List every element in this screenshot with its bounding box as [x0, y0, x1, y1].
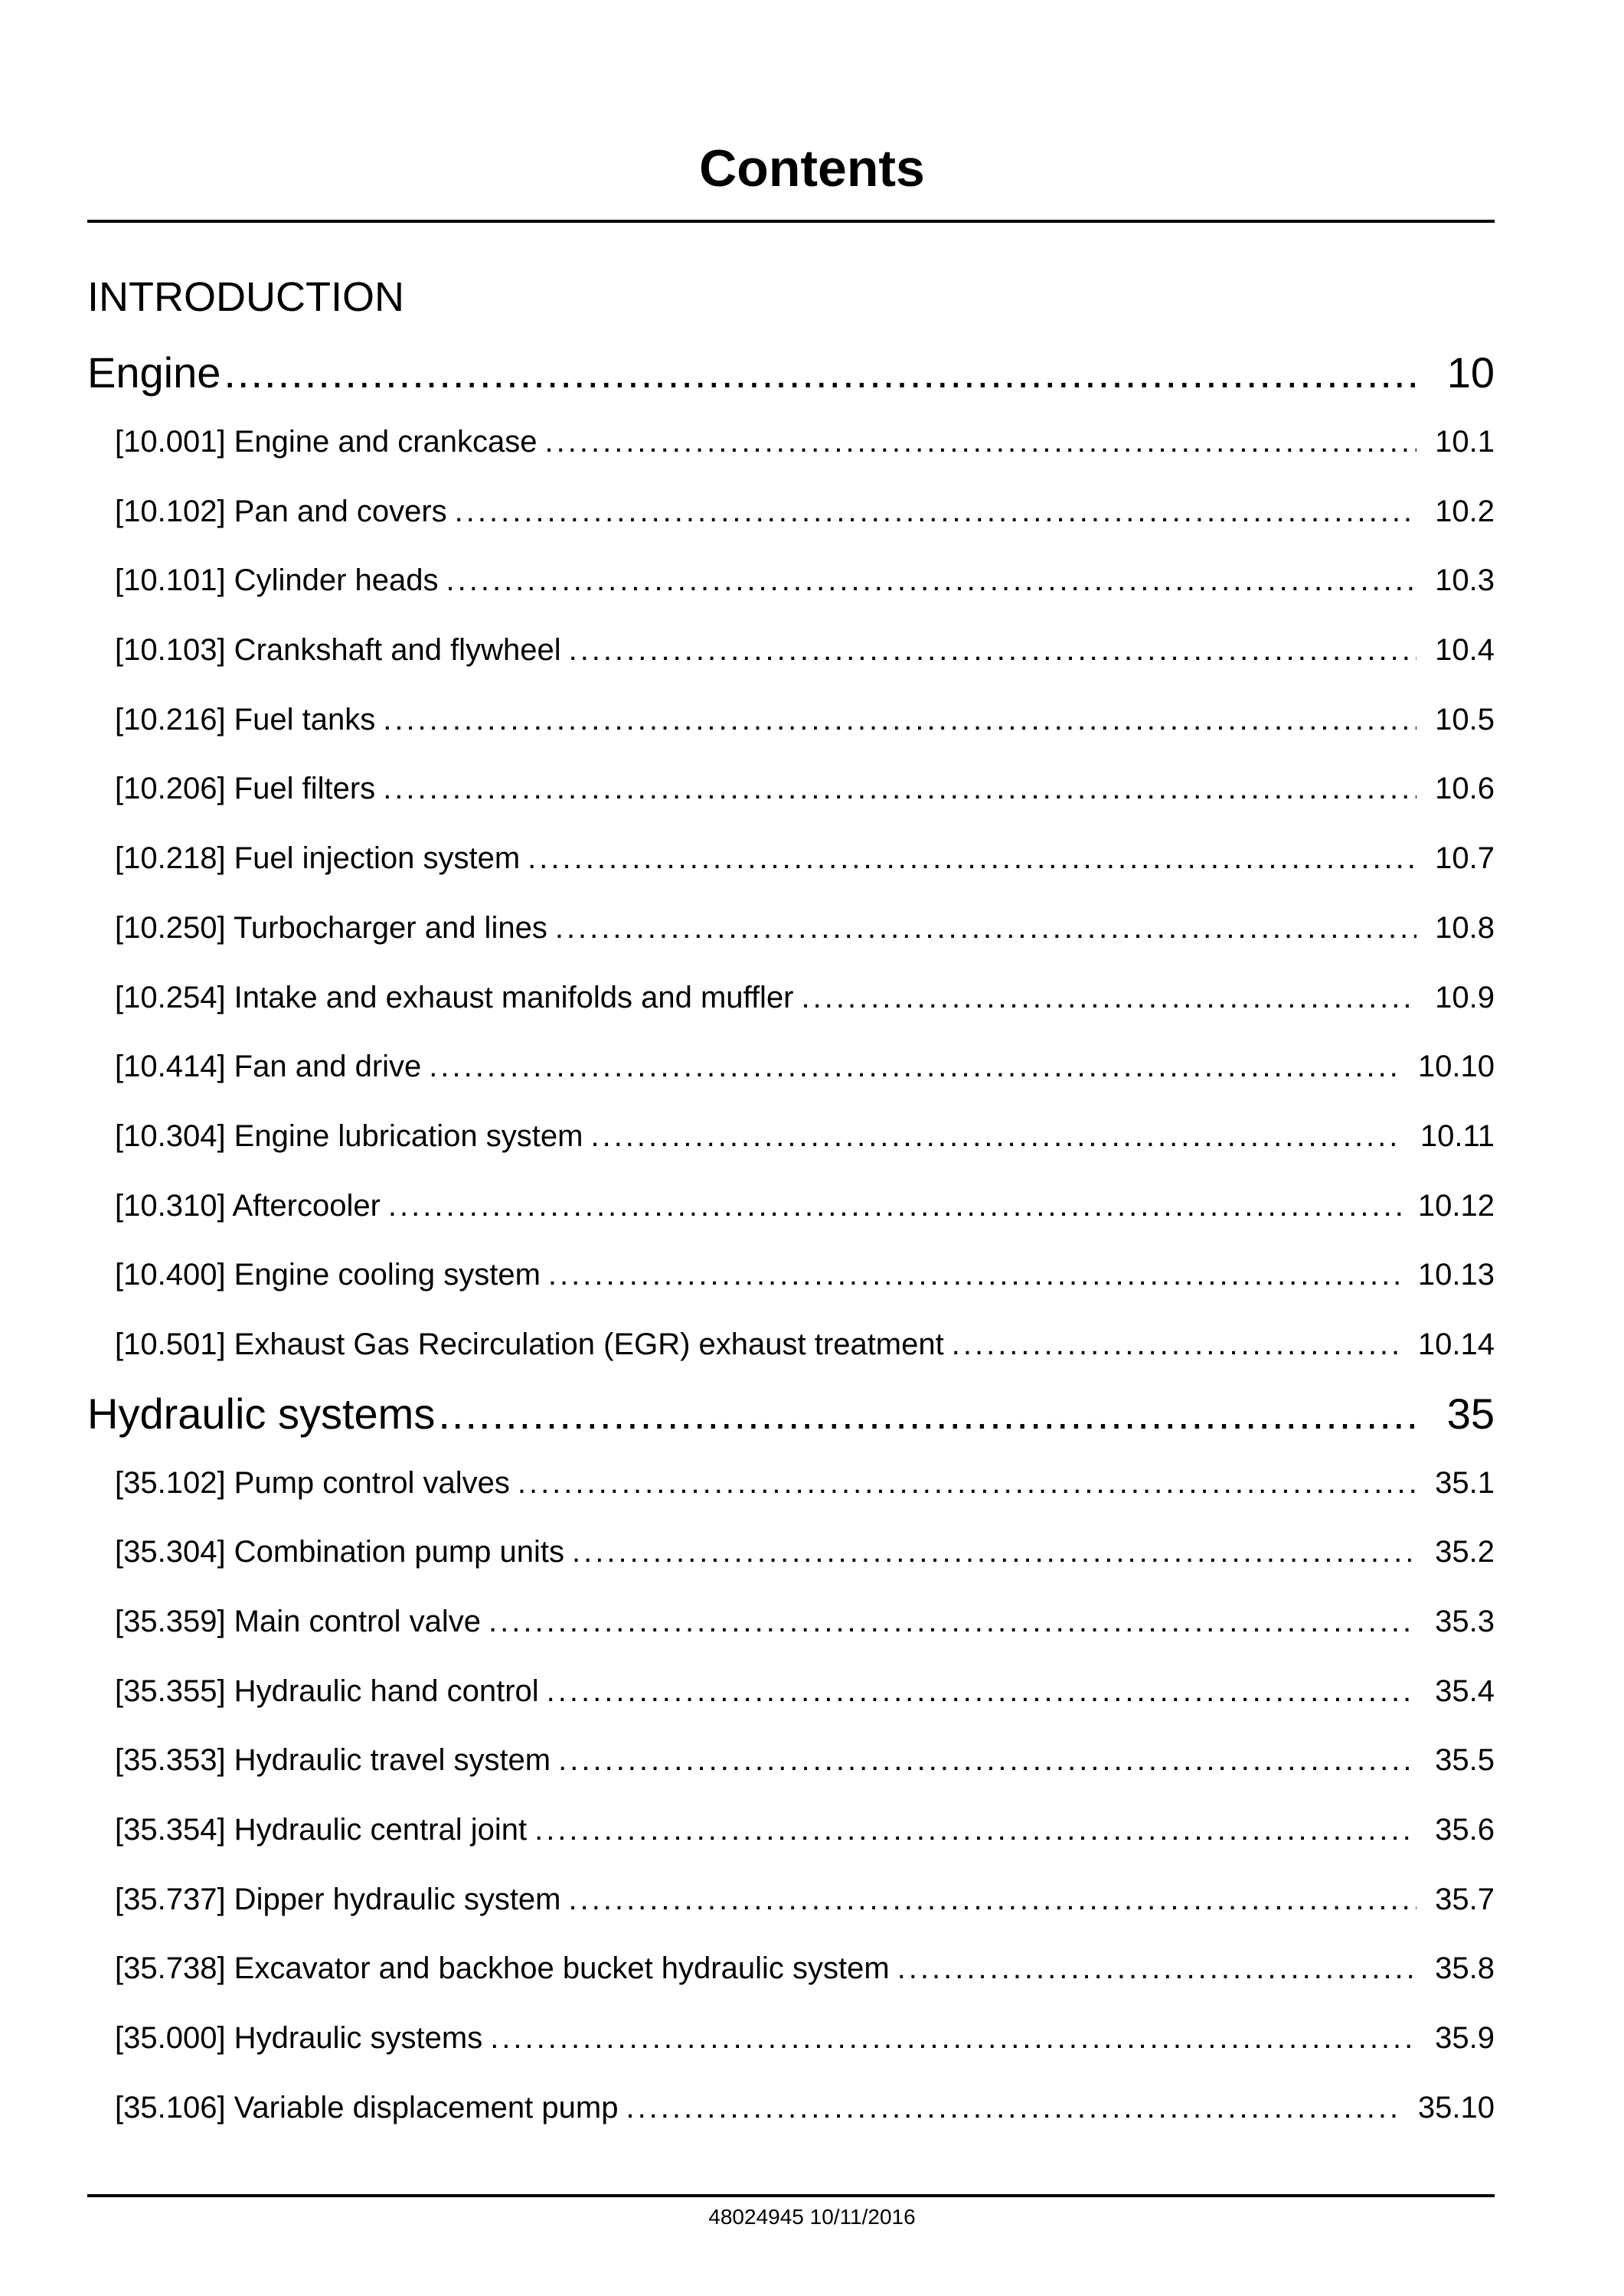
entry-page: 35.5	[1435, 1743, 1495, 1778]
toc-entry[interactable]	[87, 1865, 1495, 1935]
entry-page: 35.3	[1435, 1605, 1495, 1638]
toc-section-hydraulic-systems[interactable]	[87, 1380, 1495, 1448]
entry-page: 10.11	[1420, 1119, 1495, 1153]
bottom-divider	[87, 2194, 1495, 2197]
toc-entry[interactable]	[87, 1726, 1495, 1795]
toc-entry[interactable]	[87, 1587, 1495, 1657]
entry-page: 35.7	[1435, 1882, 1495, 1916]
entry-label: [35.737] Dipper hydraulic system	[115, 1882, 561, 1916]
dot-leader	[388, 1171, 1401, 1240]
section-page: 35	[1446, 1389, 1495, 1438]
entry-page: 35.6	[1435, 1813, 1495, 1847]
toc-entry[interactable]	[87, 1102, 1495, 1171]
toc-entry[interactable]	[87, 1934, 1495, 2004]
dot-leader	[455, 477, 1417, 546]
entry-page: 10.10	[1417, 1050, 1495, 1084]
entry-page: 35.9	[1435, 2021, 1495, 2056]
entry-page: 10.13	[1417, 1258, 1495, 1292]
entry-page: 10.9	[1435, 980, 1495, 1014]
dot-leader	[383, 754, 1417, 823]
entry-page: 35.10	[1417, 2090, 1495, 2125]
entry-label: [10.310] Aftercooler	[115, 1188, 381, 1223]
entry-page: 10.7	[1435, 841, 1495, 876]
entry-label: [10.216] Fuel tanks	[115, 702, 376, 736]
entry-page: 35.4	[1435, 1674, 1495, 1708]
entry-label: [10.103] Crankshaft and flywheel	[115, 633, 561, 668]
toc-entry[interactable]	[87, 2004, 1495, 2073]
dot-leader	[952, 1310, 1401, 1379]
top-divider	[87, 220, 1495, 223]
section-title: Engine	[87, 348, 221, 397]
dot-leader	[534, 1795, 1417, 1864]
dot-leader	[626, 2073, 1401, 2142]
toc-entry[interactable]	[87, 824, 1495, 893]
entry-label: [10.001] Engine and crankcase	[115, 425, 538, 459]
entry-label: [10.218] Fuel injection system	[115, 841, 521, 876]
entry-label: [10.254] Intake and exhaust manifolds and muffler	[115, 980, 794, 1014]
toc-entry[interactable]	[87, 1657, 1495, 1726]
entry-page: 10.1	[1435, 425, 1495, 459]
entry-page: 10.14	[1417, 1327, 1495, 1361]
dot-leader	[547, 1657, 1417, 1726]
dot-leader	[490, 2004, 1417, 2072]
section-page: 10	[1446, 348, 1495, 397]
entry-label: [10.501] Exhaust Gas Recirculation (EGR) exhaust treatment	[115, 1327, 944, 1361]
entry-label: [35.738] Excavator and backhoe bucket hydraulic system	[115, 1951, 890, 1986]
toc-entry[interactable]	[87, 1448, 1495, 1518]
toc-entry[interactable]	[87, 2073, 1495, 2143]
entry-page: 35.8	[1435, 1951, 1495, 1986]
toc-entry[interactable]	[87, 685, 1495, 755]
dot-leader	[548, 1240, 1401, 1309]
entry-label: [10.304] Engine lubrication system	[115, 1119, 583, 1153]
entry-label: [10.206] Fuel filters	[115, 772, 376, 806]
entry-label: [35.355] Hydraulic hand control	[115, 1674, 539, 1708]
footer-doc-id: 48024945 10/11/2016	[708, 2205, 916, 2229]
entry-label: [10.400] Engine cooling system	[115, 1258, 541, 1292]
intro-heading: INTRODUCTION	[87, 274, 404, 320]
table-of-contents	[87, 338, 1495, 2143]
toc-entry[interactable]	[87, 407, 1495, 477]
toc-entry[interactable]	[87, 1795, 1495, 1865]
dot-leader	[438, 1380, 1418, 1448]
toc-section-engine[interactable]	[87, 338, 1495, 407]
entry-label: [35.102] Pump control valves	[115, 1465, 510, 1500]
toc-entry[interactable]	[87, 1032, 1495, 1102]
dot-leader	[545, 407, 1417, 476]
entry-page: 10.8	[1435, 910, 1495, 945]
dot-leader	[224, 338, 1418, 407]
dot-leader	[802, 963, 1417, 1032]
dot-leader	[489, 1587, 1417, 1656]
entry-label: [35.106] Variable displacement pump	[115, 2090, 619, 2125]
toc-entry[interactable]	[87, 616, 1495, 685]
dot-leader	[558, 1726, 1417, 1795]
entry-page: 10.6	[1435, 772, 1495, 806]
dot-leader	[897, 1934, 1417, 2003]
entry-page: 10.3	[1435, 563, 1495, 598]
entry-label: [35.304] Combination pump units	[115, 1535, 565, 1569]
entry-page: 10.2	[1435, 494, 1495, 528]
entry-label: [35.354] Hydraulic central joint	[115, 1813, 528, 1847]
dot-leader	[590, 1102, 1401, 1171]
entry-label: [35.353] Hydraulic travel system	[115, 1743, 551, 1778]
page-title: Contents	[699, 139, 925, 198]
section-title: Hydraulic systems	[87, 1389, 436, 1438]
entry-page: 10.4	[1435, 633, 1495, 668]
dot-leader	[518, 1448, 1417, 1517]
toc-entry[interactable]	[87, 754, 1495, 824]
entry-label: [10.250] Turbocharger and lines	[115, 910, 547, 945]
entry-label: [35.000] Hydraulic systems	[115, 2021, 483, 2056]
entry-label: [10.102] Pan and covers	[115, 494, 447, 528]
toc-entry[interactable]	[87, 1310, 1495, 1380]
entry-label: [10.101] Cylinder heads	[115, 563, 439, 598]
dot-leader	[569, 1865, 1417, 1934]
dot-leader	[569, 616, 1417, 684]
toc-entry[interactable]	[87, 1517, 1495, 1587]
toc-entry[interactable]	[87, 1240, 1495, 1310]
toc-entry[interactable]	[87, 1171, 1495, 1241]
toc-entry[interactable]	[87, 546, 1495, 616]
entry-label: [10.414] Fan and drive	[115, 1050, 422, 1084]
dot-leader	[555, 893, 1417, 962]
entry-label: [35.359] Main control valve	[115, 1605, 482, 1638]
toc-entry[interactable]	[87, 963, 1495, 1033]
dot-leader	[528, 824, 1417, 893]
dot-leader	[383, 685, 1417, 754]
entry-page: 10.5	[1435, 702, 1495, 736]
toc-entry[interactable]	[87, 893, 1495, 963]
entry-page: 35.2	[1435, 1535, 1495, 1569]
entry-page: 35.1	[1435, 1465, 1495, 1500]
dot-leader	[572, 1517, 1417, 1586]
dot-leader	[429, 1032, 1401, 1101]
toc-entry[interactable]	[87, 477, 1495, 547]
dot-leader	[446, 546, 1417, 615]
entry-page: 10.12	[1417, 1188, 1495, 1223]
